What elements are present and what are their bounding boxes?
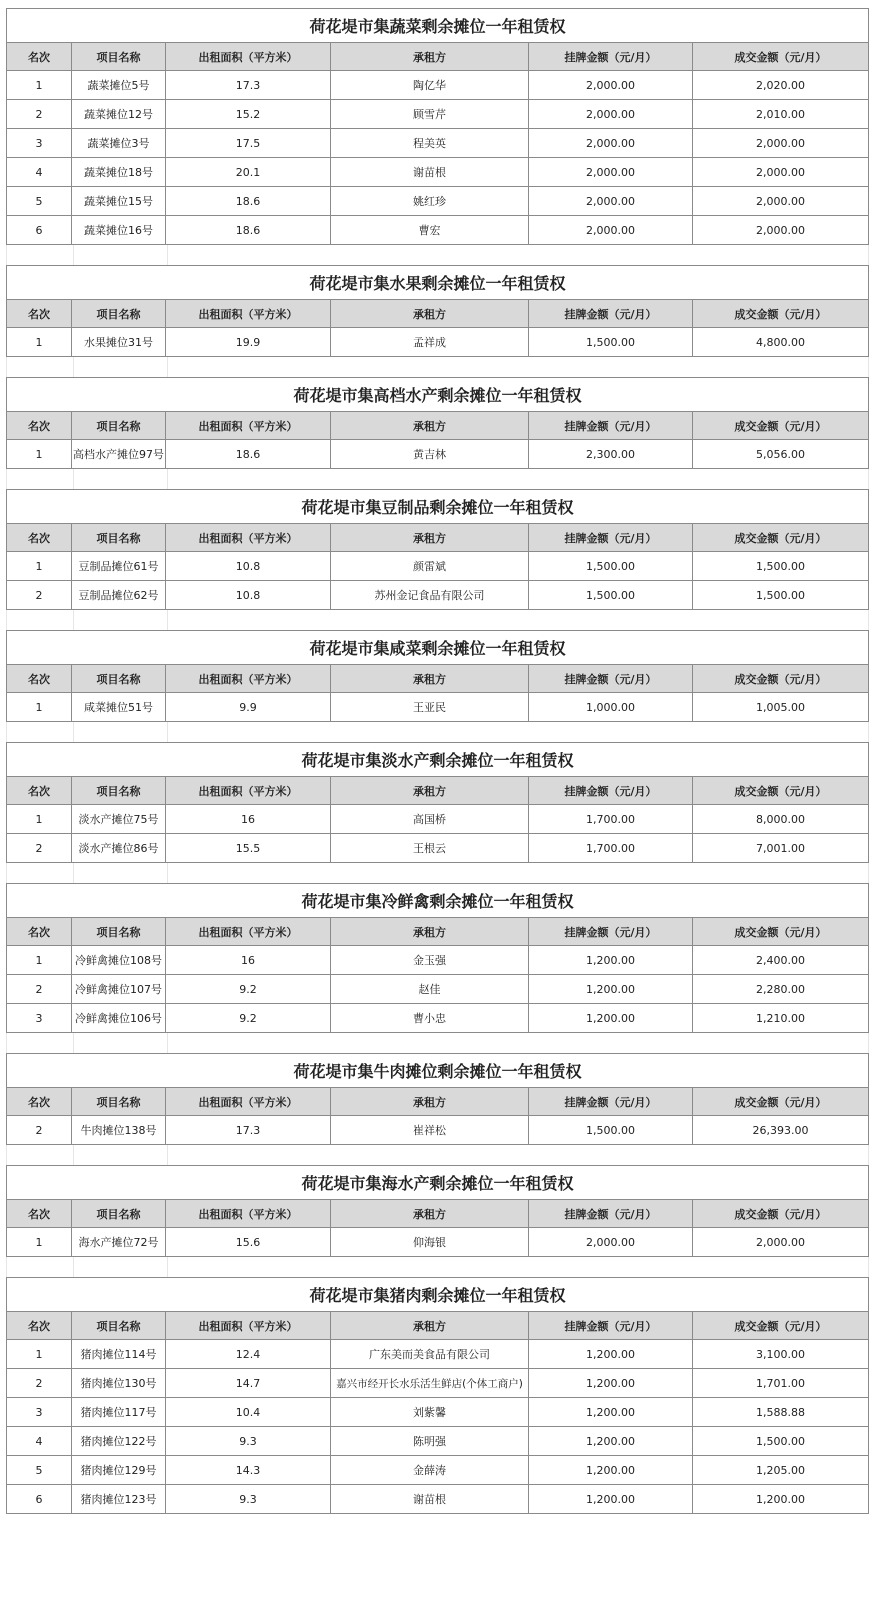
- section-gap: [6, 863, 869, 883]
- auction-section: [6, 742, 869, 863]
- gridline: [868, 245, 869, 265]
- project-name-cell: 猪肉摊位129号: [72, 1456, 166, 1485]
- rank-header: 名次: [7, 524, 72, 552]
- rank-cell: 1: [7, 946, 72, 975]
- deal-price-cell: 1,500.00: [693, 1427, 869, 1456]
- deal-price-cell: 1,500.00: [693, 552, 869, 581]
- tenant-cell: 顾雪芹: [331, 100, 529, 129]
- rank-header: 名次: [7, 1200, 72, 1228]
- auction-section: [6, 883, 869, 1033]
- rank-cell: 1: [7, 552, 72, 581]
- deal-price-cell: 2,000.00: [693, 1228, 869, 1257]
- area-cell: 17.5: [166, 129, 331, 158]
- table-row: [7, 100, 869, 129]
- area-cell: 18.6: [166, 187, 331, 216]
- section-title: 荷花堤市集海水产剩余摊位一年租赁权: [7, 1166, 869, 1200]
- tenant-cell: 程美英: [331, 129, 529, 158]
- project-name-header: 项目名称: [72, 1200, 166, 1228]
- rank-header: 名次: [7, 412, 72, 440]
- deal-price-cell: 1,200.00: [693, 1485, 869, 1514]
- project-name-cell: 蔬菜摊位16号: [72, 216, 166, 245]
- result-table: [6, 742, 869, 863]
- area-header: 出租面积（平方米）: [166, 665, 331, 693]
- tenant-cell: 陶亿华: [331, 71, 529, 100]
- listing-price-cell: 1,200.00: [529, 1456, 693, 1485]
- header-row: [7, 665, 869, 693]
- project-name-cell: 豆制品摊位62号: [72, 581, 166, 610]
- listing-price-header: 挂牌金额（元/月）: [529, 43, 693, 71]
- project-name-cell: 海水产摊位72号: [72, 1228, 166, 1257]
- header-row: [7, 300, 869, 328]
- area-cell: 10.8: [166, 581, 331, 610]
- tenant-header: 承租方: [331, 524, 529, 552]
- project-name-cell: 蔬菜摊位3号: [72, 129, 166, 158]
- auction-section: [6, 1053, 869, 1145]
- header-row: [7, 1312, 869, 1340]
- gridline: [167, 245, 168, 265]
- gridline: [167, 863, 168, 883]
- project-name-header: 项目名称: [72, 665, 166, 693]
- area-cell: 10.8: [166, 552, 331, 581]
- section-gap: [6, 610, 869, 630]
- area-header: 出租面积（平方米）: [166, 918, 331, 946]
- project-name-header: 项目名称: [72, 412, 166, 440]
- project-name-cell: 豆制品摊位61号: [72, 552, 166, 581]
- listing-price-cell: 2,000.00: [529, 187, 693, 216]
- section-title: 荷花堤市集冷鲜禽剩余摊位一年租赁权: [7, 884, 869, 918]
- section-title: 荷花堤市集水果剩余摊位一年租赁权: [7, 266, 869, 300]
- area-header: 出租面积（平方米）: [166, 524, 331, 552]
- deal-price-header: 成交金额（元/月）: [693, 300, 869, 328]
- area-cell: 15.6: [166, 1228, 331, 1257]
- listing-price-cell: 1,700.00: [529, 834, 693, 863]
- result-table: [6, 1053, 869, 1145]
- section-title: 荷花堤市集猪肉剩余摊位一年租赁权: [7, 1278, 869, 1312]
- area-cell: 17.3: [166, 1116, 331, 1145]
- tenant-cell: 谢苗根: [331, 158, 529, 187]
- rank-cell: 2: [7, 975, 72, 1004]
- result-table: [6, 1277, 869, 1514]
- table-row: [7, 129, 869, 158]
- deal-price-header: 成交金额（元/月）: [693, 1088, 869, 1116]
- gridline: [167, 469, 168, 489]
- area-cell: 9.2: [166, 975, 331, 1004]
- project-name-cell: 猪肉摊位130号: [72, 1369, 166, 1398]
- tenant-header: 承租方: [331, 1200, 529, 1228]
- project-name-header: 项目名称: [72, 524, 166, 552]
- listing-price-cell: 2,300.00: [529, 440, 693, 469]
- area-cell: 18.6: [166, 216, 331, 245]
- tenant-cell: 姚红珍: [331, 187, 529, 216]
- area-header: 出租面积（平方米）: [166, 1200, 331, 1228]
- area-cell: 10.4: [166, 1398, 331, 1427]
- listing-price-cell: 1,500.00: [529, 1116, 693, 1145]
- tenant-cell: 广东美而美食品有限公司: [331, 1340, 529, 1369]
- project-name-cell: 淡水产摊位75号: [72, 805, 166, 834]
- table-row: [7, 216, 869, 245]
- rank-cell: 1: [7, 805, 72, 834]
- tenant-cell: 曹宏: [331, 216, 529, 245]
- tenant-header: 承租方: [331, 43, 529, 71]
- listing-price-header: 挂牌金额（元/月）: [529, 1200, 693, 1228]
- tenant-header: 承租方: [331, 1312, 529, 1340]
- area-header: 出租面积（平方米）: [166, 43, 331, 71]
- section-gap: [6, 245, 869, 265]
- table-row: [7, 805, 869, 834]
- tenant-header: 承租方: [331, 665, 529, 693]
- section-title: 荷花堤市集咸菜剩余摊位一年租赁权: [7, 631, 869, 665]
- header-row: [7, 777, 869, 805]
- rank-cell: 2: [7, 1116, 72, 1145]
- area-cell: 9.2: [166, 1004, 331, 1033]
- section-title: 荷花堤市集高档水产剩余摊位一年租赁权: [7, 378, 869, 412]
- deal-price-cell: 2,000.00: [693, 158, 869, 187]
- listing-price-cell: 1,200.00: [529, 975, 693, 1004]
- tenant-cell: 苏州金记食品有限公司: [331, 581, 529, 610]
- project-name-cell: 蔬菜摊位12号: [72, 100, 166, 129]
- deal-price-header: 成交金额（元/月）: [693, 1312, 869, 1340]
- deal-price-cell: 1,588.88: [693, 1398, 869, 1427]
- rank-cell: 1: [7, 440, 72, 469]
- tenant-cell: 曹小忠: [331, 1004, 529, 1033]
- deal-price-cell: 8,000.00: [693, 805, 869, 834]
- tenant-cell: 刘紫馨: [331, 1398, 529, 1427]
- deal-price-cell: 5,056.00: [693, 440, 869, 469]
- rank-cell: 2: [7, 581, 72, 610]
- table-row: [7, 440, 869, 469]
- auction-section: [6, 630, 869, 722]
- table-row: [7, 1340, 869, 1369]
- project-name-header: 项目名称: [72, 43, 166, 71]
- rank-cell: 6: [7, 216, 72, 245]
- area-cell: 12.4: [166, 1340, 331, 1369]
- project-name-cell: 猪肉摊位123号: [72, 1485, 166, 1514]
- project-name-cell: 蔬菜摊位15号: [72, 187, 166, 216]
- header-row: [7, 918, 869, 946]
- project-name-header: 项目名称: [72, 1312, 166, 1340]
- deal-price-cell: 3,100.00: [693, 1340, 869, 1369]
- listing-price-cell: 1,700.00: [529, 805, 693, 834]
- project-name-cell: 蔬菜摊位5号: [72, 71, 166, 100]
- gridline: [868, 357, 869, 377]
- header-row: [7, 412, 869, 440]
- gridline: [167, 357, 168, 377]
- rank-cell: 5: [7, 1456, 72, 1485]
- tenant-header: 承租方: [331, 918, 529, 946]
- project-name-cell: 牛肉摊位138号: [72, 1116, 166, 1145]
- rank-cell: 3: [7, 1004, 72, 1033]
- listing-price-cell: 1,200.00: [529, 1427, 693, 1456]
- header-row: [7, 524, 869, 552]
- header-row: [7, 43, 869, 71]
- rank-cell: 1: [7, 328, 72, 357]
- section-gap: [6, 722, 869, 742]
- listing-price-cell: 1,500.00: [529, 581, 693, 610]
- deal-price-cell: 1,500.00: [693, 581, 869, 610]
- rank-cell: 1: [7, 1340, 72, 1369]
- listing-price-cell: 1,200.00: [529, 1369, 693, 1398]
- result-table: [6, 377, 869, 469]
- gridline: [868, 1257, 869, 1277]
- area-header: 出租面积（平方米）: [166, 777, 331, 805]
- gridline: [868, 1145, 869, 1165]
- listing-price-cell: 2,000.00: [529, 216, 693, 245]
- rank-cell: 1: [7, 1228, 72, 1257]
- header-row: [7, 1200, 869, 1228]
- table-row: [7, 1004, 869, 1033]
- area-cell: 14.3: [166, 1456, 331, 1485]
- section-title: 荷花堤市集淡水产剩余摊位一年租赁权: [7, 743, 869, 777]
- rank-cell: 4: [7, 158, 72, 187]
- table-row: [7, 693, 869, 722]
- area-cell: 9.3: [166, 1427, 331, 1456]
- gridline: [167, 1257, 168, 1277]
- area-header: 出租面积（平方米）: [166, 1312, 331, 1340]
- tenant-cell: 赵佳: [331, 975, 529, 1004]
- table-row: [7, 158, 869, 187]
- project-name-header: 项目名称: [72, 777, 166, 805]
- deal-price-header: 成交金额（元/月）: [693, 43, 869, 71]
- result-table: [6, 883, 869, 1033]
- deal-price-cell: 1,005.00: [693, 693, 869, 722]
- rank-cell: 1: [7, 693, 72, 722]
- project-name-cell: 猪肉摊位117号: [72, 1398, 166, 1427]
- rank-cell: 4: [7, 1427, 72, 1456]
- table-row: [7, 328, 869, 357]
- listing-price-header: 挂牌金额（元/月）: [529, 918, 693, 946]
- gridline: [167, 1145, 168, 1165]
- deal-price-cell: 7,001.00: [693, 834, 869, 863]
- tenant-cell: 金薛涛: [331, 1456, 529, 1485]
- project-name-cell: 冷鲜禽摊位107号: [72, 975, 166, 1004]
- tenant-header: 承租方: [331, 412, 529, 440]
- deal-price-cell: 1,701.00: [693, 1369, 869, 1398]
- deal-price-cell: 1,210.00: [693, 1004, 869, 1033]
- listing-price-header: 挂牌金额（元/月）: [529, 524, 693, 552]
- rank-cell: 3: [7, 129, 72, 158]
- project-name-header: 项目名称: [72, 918, 166, 946]
- project-name-header: 项目名称: [72, 1088, 166, 1116]
- tenant-cell: 颜雷斌: [331, 552, 529, 581]
- table-row: [7, 1228, 869, 1257]
- tenant-header: 承租方: [331, 777, 529, 805]
- tenant-cell: 王根云: [331, 834, 529, 863]
- table-row: [7, 1398, 869, 1427]
- listing-price-header: 挂牌金额（元/月）: [529, 1312, 693, 1340]
- section-gap: [6, 469, 869, 489]
- deal-price-cell: 2,020.00: [693, 71, 869, 100]
- gridline: [868, 722, 869, 742]
- rank-header: 名次: [7, 1312, 72, 1340]
- listing-price-cell: 1,200.00: [529, 1004, 693, 1033]
- rank-header: 名次: [7, 1088, 72, 1116]
- listing-price-header: 挂牌金额（元/月）: [529, 665, 693, 693]
- rank-cell: 2: [7, 1369, 72, 1398]
- auction-section: [6, 489, 869, 610]
- table-row: [7, 552, 869, 581]
- table-row: [7, 1427, 869, 1456]
- tenant-cell: 高国桥: [331, 805, 529, 834]
- area-cell: 17.3: [166, 71, 331, 100]
- result-table: [6, 8, 869, 245]
- project-name-cell: 咸菜摊位51号: [72, 693, 166, 722]
- rank-cell: 6: [7, 1485, 72, 1514]
- area-header: 出租面积（平方米）: [166, 412, 331, 440]
- deal-price-cell: 2,000.00: [693, 216, 869, 245]
- area-cell: 16: [166, 805, 331, 834]
- deal-price-header: 成交金额（元/月）: [693, 412, 869, 440]
- table-row: [7, 1369, 869, 1398]
- tenant-header: 承租方: [331, 300, 529, 328]
- deal-price-cell: 26,393.00: [693, 1116, 869, 1145]
- auction-section: [6, 8, 869, 245]
- listing-price-cell: 1,200.00: [529, 1340, 693, 1369]
- area-cell: 18.6: [166, 440, 331, 469]
- table-row: [7, 946, 869, 975]
- project-name-cell: 水果摊位31号: [72, 328, 166, 357]
- deal-price-cell: 2,000.00: [693, 129, 869, 158]
- area-cell: 16: [166, 946, 331, 975]
- rank-header: 名次: [7, 918, 72, 946]
- gridline: [868, 863, 869, 883]
- rank-cell: 5: [7, 187, 72, 216]
- listing-price-cell: 1,200.00: [529, 1485, 693, 1514]
- result-table: [6, 1165, 869, 1257]
- table-row: [7, 581, 869, 610]
- tenant-cell: 崔祥松: [331, 1116, 529, 1145]
- table-row: [7, 1116, 869, 1145]
- rank-cell: 2: [7, 100, 72, 129]
- deal-price-header: 成交金额（元/月）: [693, 524, 869, 552]
- tenant-cell: 金玉强: [331, 946, 529, 975]
- section-gap: [6, 1033, 869, 1053]
- tenant-cell: 黄吉林: [331, 440, 529, 469]
- deal-price-cell: 2,280.00: [693, 975, 869, 1004]
- listing-price-cell: 2,000.00: [529, 100, 693, 129]
- auction-section: [6, 1165, 869, 1257]
- rank-header: 名次: [7, 777, 72, 805]
- listing-price-cell: 2,000.00: [529, 129, 693, 158]
- project-name-cell: 猪肉摊位122号: [72, 1427, 166, 1456]
- section-title: 荷花堤市集豆制品剩余摊位一年租赁权: [7, 490, 869, 524]
- section-title: 荷花堤市集蔬菜剩余摊位一年租赁权: [7, 9, 869, 43]
- project-name-cell: 冷鲜禽摊位108号: [72, 946, 166, 975]
- listing-price-cell: 1,500.00: [529, 328, 693, 357]
- auction-section: [6, 1277, 869, 1514]
- tenant-cell: 陈明强: [331, 1427, 529, 1456]
- auction-section: [6, 265, 869, 357]
- listing-price-cell: 1,200.00: [529, 1398, 693, 1427]
- project-name-cell: 蔬菜摊位18号: [72, 158, 166, 187]
- tenant-cell: 仰海银: [331, 1228, 529, 1257]
- area-cell: 14.7: [166, 1369, 331, 1398]
- tenant-cell: 王亚民: [331, 693, 529, 722]
- section-gap: [6, 1257, 869, 1277]
- listing-price-cell: 2,000.00: [529, 1228, 693, 1257]
- table-row: [7, 975, 869, 1004]
- deal-price-header: 成交金额（元/月）: [693, 918, 869, 946]
- listing-price-header: 挂牌金额（元/月）: [529, 777, 693, 805]
- area-cell: 20.1: [166, 158, 331, 187]
- area-cell: 15.5: [166, 834, 331, 863]
- listing-price-cell: 2,000.00: [529, 158, 693, 187]
- listing-price-cell: 1,500.00: [529, 552, 693, 581]
- rank-cell: 3: [7, 1398, 72, 1427]
- table-row: [7, 1485, 869, 1514]
- table-row: [7, 187, 869, 216]
- listing-price-cell: 1,200.00: [529, 946, 693, 975]
- listing-price-cell: 2,000.00: [529, 71, 693, 100]
- rank-header: 名次: [7, 300, 72, 328]
- deal-price-header: 成交金额（元/月）: [693, 777, 869, 805]
- deal-price-cell: 2,000.00: [693, 187, 869, 216]
- project-name-cell: 高档水产摊位97号: [72, 440, 166, 469]
- gridline: [167, 1033, 168, 1053]
- header-row: [7, 1088, 869, 1116]
- listing-price-header: 挂牌金额（元/月）: [529, 300, 693, 328]
- area-cell: 15.2: [166, 100, 331, 129]
- rank-cell: 2: [7, 834, 72, 863]
- result-table: [6, 265, 869, 357]
- listing-price-header: 挂牌金额（元/月）: [529, 1088, 693, 1116]
- tenant-header: 承租方: [331, 1088, 529, 1116]
- area-cell: 19.9: [166, 328, 331, 357]
- listing-price-cell: 1,000.00: [529, 693, 693, 722]
- deal-price-header: 成交金额（元/月）: [693, 665, 869, 693]
- result-table: [6, 630, 869, 722]
- project-name-cell: 冷鲜禽摊位106号: [72, 1004, 166, 1033]
- rank-header: 名次: [7, 665, 72, 693]
- result-table: [6, 489, 869, 610]
- area-header: 出租面积（平方米）: [166, 1088, 331, 1116]
- gridline: [868, 469, 869, 489]
- tenant-cell: 嘉兴市经开长水乐活生鲜店(个体工商户): [331, 1369, 529, 1398]
- project-name-cell: 猪肉摊位114号: [72, 1340, 166, 1369]
- area-header: 出租面积（平方米）: [166, 300, 331, 328]
- table-row: [7, 1456, 869, 1485]
- project-name-cell: 淡水产摊位86号: [72, 834, 166, 863]
- section-gap: [6, 357, 869, 377]
- deal-price-cell: 2,400.00: [693, 946, 869, 975]
- gridline: [167, 722, 168, 742]
- deal-price-cell: 4,800.00: [693, 328, 869, 357]
- auction-section: [6, 377, 869, 469]
- listing-price-header: 挂牌金额（元/月）: [529, 412, 693, 440]
- gridline: [167, 610, 168, 630]
- gridline: [868, 610, 869, 630]
- table-row: [7, 71, 869, 100]
- section-gap: [6, 1145, 869, 1165]
- gridline: [868, 1033, 869, 1053]
- rank-header: 名次: [7, 43, 72, 71]
- deal-price-cell: 1,205.00: [693, 1456, 869, 1485]
- deal-price-cell: 2,010.00: [693, 100, 869, 129]
- section-title: 荷花堤市集牛肉摊位剩余摊位一年租赁权: [7, 1054, 869, 1088]
- rank-cell: 1: [7, 71, 72, 100]
- table-row: [7, 834, 869, 863]
- tenant-cell: 孟祥成: [331, 328, 529, 357]
- tenant-cell: 谢苗根: [331, 1485, 529, 1514]
- deal-price-header: 成交金额（元/月）: [693, 1200, 869, 1228]
- area-cell: 9.3: [166, 1485, 331, 1514]
- project-name-header: 项目名称: [72, 300, 166, 328]
- area-cell: 9.9: [166, 693, 331, 722]
